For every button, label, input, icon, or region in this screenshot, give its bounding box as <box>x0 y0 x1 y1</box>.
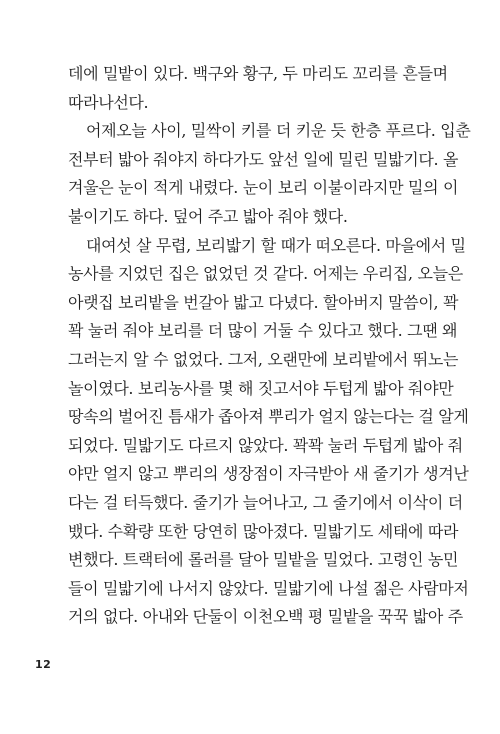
text-line: 따라나선다. <box>68 92 149 112</box>
text-line: 대여섯 살 무렵, 보리밟기 할 때가 떠오른다. 마을에서 밀 <box>86 235 466 255</box>
text-line: 거의 없다. 아내와 단둘이 이천오백 평 밀밭을 꾹꾹 밟아 주 <box>68 607 463 627</box>
text-line: 아랫집 보리밭을 번갈아 밟고 다녔다. 할아버지 말씀이, 꽉 <box>68 292 459 312</box>
text-line: 꽉 눌러 줘야 보리를 더 많이 거둘 수 있다고 했다. 그땐 왜 <box>68 321 458 341</box>
text-line: 변했다. 트랙터에 롤러를 달아 밀밭을 밀었다. 고령인 농민 <box>68 550 459 570</box>
text-line: 다는 걸 터득했다. 줄기가 늘어나고, 그 줄기에서 이삭이 더 <box>68 492 463 512</box>
text-line: 되었다. 밀밟기도 다르지 않았다. 꽉꽉 눌러 두텁게 밟아 줘 <box>68 435 463 455</box>
body-text <box>68 60 471 632</box>
text-line: 들이 밀밟기에 나서지 않았다. 밀밟기에 나설 젊은 사람마저 <box>68 578 469 598</box>
paragraph-3 <box>68 232 469 632</box>
text-line: 그러는지 알 수 없었다. 그저, 오랜만에 보리밭에서 뛰노는 <box>68 349 459 369</box>
text-line: 땅속의 벌어진 틈새가 좁아져 뿌리가 얼지 않는다는 걸 알게 <box>68 407 469 427</box>
paragraph-1 <box>68 60 448 117</box>
text-line: 데에 밀밭이 있다. 백구와 황구, 두 마리도 꼬리를 흔들며 <box>68 64 448 83</box>
page-number: 12 <box>35 658 52 671</box>
text-line: 전부터 밟아 줘야지 하다가도 앞선 일에 밀린 밀밟기다. 올 <box>68 149 459 169</box>
text-line: 겨울은 눈이 적게 내렸다. 눈이 보리 이불이라지만 밀의 이 <box>68 178 459 198</box>
text-line: 놀이였다. 보리농사를 몇 해 짓고서야 두텁게 밟아 줘야만 <box>68 378 454 398</box>
text-line: 뱄다. 수확량 또한 당연히 많아졌다. 밀밟기도 세태에 따라 <box>68 521 459 541</box>
paragraph-2 <box>68 117 471 231</box>
text-line: 야만 얼지 않고 뿌리의 생장점이 자극받아 새 줄기가 생겨난 <box>68 464 469 484</box>
text-line: 어제오늘 사이, 밀싹이 키를 더 키운 듯 한층 푸르다. 입춘 <box>86 121 471 141</box>
text-line: 불이기도 하다. 덮어 주고 밟아 줘야 했다. <box>68 206 348 226</box>
text-line: 농사를 지었던 집은 없었던 것 같다. 어제는 우리집, 오늘은 <box>68 264 463 284</box>
